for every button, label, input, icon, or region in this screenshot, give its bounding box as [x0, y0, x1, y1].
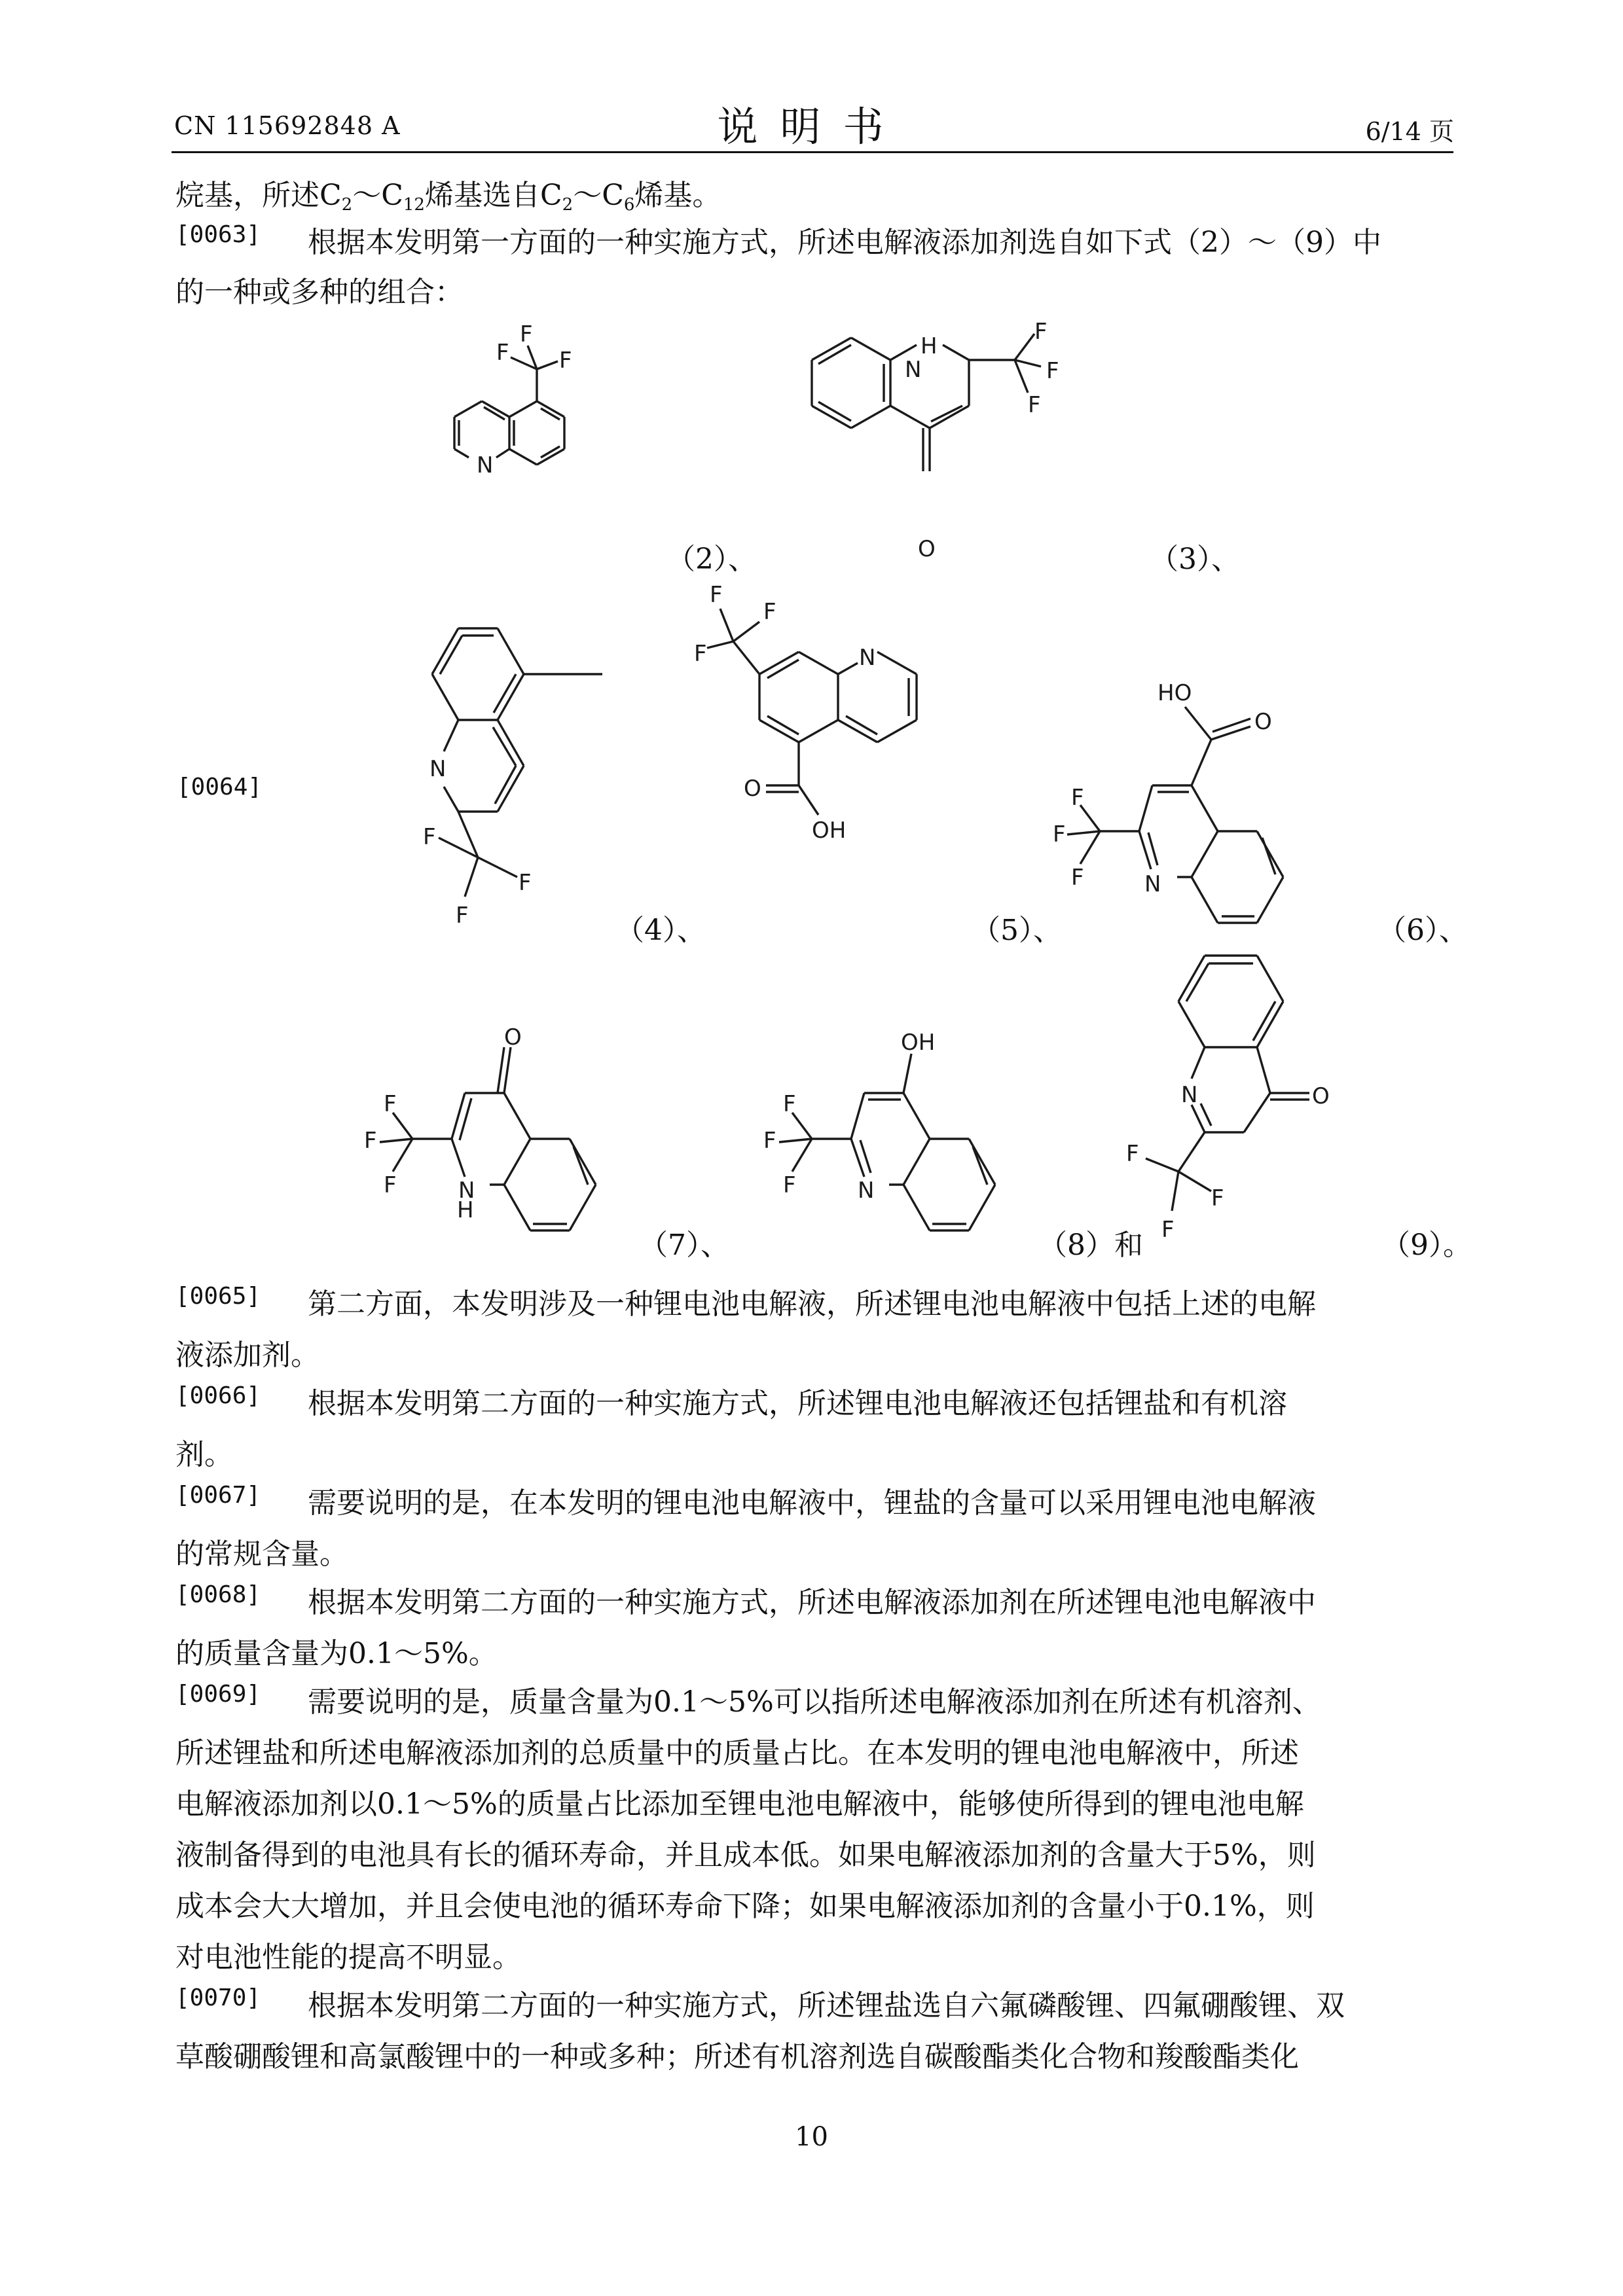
document-title: 说明书 — [717, 103, 906, 151]
paragraph-text: 需要说明的是，在本发明的锂电池电解液中，锂盐的含量可以采用锂电池电解液 — [308, 1486, 1316, 1520]
atom-label: N — [477, 452, 494, 478]
atom-label: HO — [1158, 680, 1192, 706]
atom-label: O — [918, 536, 936, 562]
paragraph-text: 所述锂盐和所述电解液添加剂的总质量中的质量占比。在本发明的锂电池电解液中，所述 — [175, 1736, 1299, 1770]
atom-label: N — [1181, 1082, 1198, 1108]
formula-label: （8）和 — [1038, 1229, 1143, 1262]
paragraph-text: 剂。 — [175, 1438, 233, 1471]
atom-label: F — [783, 1091, 796, 1117]
page-count: 6/14 页 — [1365, 117, 1454, 146]
paragraph-text: 根据本发明第二方面的一种实施方式，所述锂盐选自六氟磷酸锂、四氟硼酸锂、双 — [308, 1989, 1345, 2022]
atom-label: F — [496, 340, 509, 366]
atom-label: F — [763, 599, 776, 625]
atom-label: N — [458, 1177, 475, 1204]
atom-label: N — [429, 756, 447, 782]
page-number: 10 — [795, 2122, 828, 2152]
atom-label: F — [1161, 1217, 1175, 1243]
atom-label: OH — [812, 817, 847, 844]
atom-label: O — [504, 1024, 522, 1050]
formula-8-structure — [707, 1021, 1034, 1244]
atom-label: O — [744, 776, 761, 802]
paragraph-text: 电解液添加剂以0.1～5%的质量占比添加至锂电池电解液中，能够使所得到的锂电池电解 — [175, 1787, 1304, 1821]
patent-number: CN 115692848 A — [174, 111, 401, 140]
paragraph-text: 根据本发明第一方面的一种实施方式，所述电解液添加剂选自如下式（2）～（9）中 — [308, 226, 1381, 259]
atom-label: F — [456, 903, 469, 929]
paragraph-number: [0069] — [175, 1681, 261, 1708]
paragraph-text: 液制备得到的电池具有长的循环寿命，并且成本低。如果电解液添加剂的含量大于5%，则 — [175, 1839, 1316, 1872]
atom-label: OH — [901, 1030, 936, 1056]
atom-label: F — [1071, 865, 1084, 891]
paragraph-number: [0064] — [177, 774, 263, 800]
text-run: ～C — [573, 179, 624, 212]
atom-label: N — [1144, 871, 1161, 897]
paragraph-text: 根据本发明第二方面的一种实施方式，所述锂电池电解液还包括锂盐和有机溶 — [308, 1387, 1287, 1420]
paragraph-text: 需要说明的是，质量含量为0.1～5%可以指所述电解液添加剂在所述有机溶剂、 — [308, 1685, 1321, 1719]
paragraph-number: [0067] — [175, 1482, 261, 1509]
text-run: 烯基选自C — [424, 179, 562, 212]
paragraph-number: [0065] — [175, 1283, 261, 1310]
atom-label: F — [423, 824, 436, 850]
atom-label: F — [520, 321, 533, 348]
formula-4-structure — [367, 609, 642, 936]
atom-label: F — [783, 1172, 796, 1198]
paragraph-number: [0063] — [175, 221, 261, 248]
paragraph-text: 的一种或多种的组合： — [175, 276, 464, 309]
subscript: 2 — [562, 195, 574, 215]
atom-label: F — [763, 1128, 776, 1154]
paragraph-text: 对电池性能的提高不明显。 — [175, 1941, 521, 1974]
atom-label: F — [384, 1091, 397, 1117]
paragraph-text: 的质量含量为0.1～5%。 — [175, 1637, 498, 1670]
formula-label: （4）、 — [615, 914, 706, 947]
formula-label: （3）、 — [1150, 543, 1240, 576]
atom-label: F — [1071, 785, 1084, 811]
paragraph-text: 的常规含量。 — [175, 1537, 348, 1571]
formula-3-structure — [753, 308, 1133, 583]
paragraph-text: 根据本发明第二方面的一种实施方式，所述电解液添加剂在所述锂电池电解液中 — [308, 1586, 1316, 1619]
formula-label: （6）、 — [1377, 914, 1468, 947]
atom-label: O — [1254, 709, 1272, 735]
paragraph-text: 成本会大大增加，并且会使电池的循环寿命下降；如果电解液添加剂的含量小于0.1%，则 — [175, 1890, 1315, 1923]
paragraph-text: 第二方面，本发明涉及一种锂电池电解液，所述锂电池电解液中包括上述的电解 — [308, 1287, 1316, 1321]
formula-label: （2）、 — [666, 543, 757, 576]
text-run: 烯基。 — [634, 179, 721, 212]
atom-label: N — [859, 645, 876, 671]
formula-6-structure — [1041, 661, 1368, 936]
atom-label: F — [384, 1172, 397, 1198]
paragraph-number: [0070] — [175, 1984, 261, 2011]
text-run: 烷基，所述C — [175, 179, 342, 212]
paragraph-number: [0066] — [175, 1382, 261, 1409]
atom-label: F — [1034, 319, 1048, 345]
formula-label: （7）、 — [639, 1229, 729, 1262]
atom-label: F — [1046, 358, 1059, 384]
formula-label: （9）。 — [1381, 1229, 1472, 1262]
paragraph-text: 液添加剂。 — [175, 1338, 319, 1372]
atom-label: H — [921, 333, 938, 359]
formula-5-structure — [681, 569, 976, 942]
atom-label: F — [519, 870, 532, 896]
atom-label: F — [1028, 392, 1041, 418]
formula-label: （5）、 — [972, 914, 1062, 947]
formula-7-structure — [308, 1021, 635, 1244]
subscript: 2 — [341, 195, 353, 215]
atom-label: F — [1211, 1185, 1224, 1211]
formula-9-structure — [1100, 936, 1401, 1250]
subscript: 6 — [623, 195, 635, 215]
intro-line — [175, 171, 721, 215]
text-run: ～C — [352, 179, 403, 212]
formula-2-structure — [419, 314, 615, 550]
atom-label: H — [457, 1197, 474, 1223]
header-divider — [172, 151, 1453, 153]
atom-label: F — [710, 582, 723, 608]
atom-label: N — [905, 357, 922, 383]
atom-label: F — [364, 1128, 377, 1154]
atom-label: F — [1053, 821, 1066, 848]
atom-label: O — [1312, 1083, 1330, 1109]
atom-label: F — [559, 348, 572, 374]
atom-label: N — [858, 1177, 875, 1204]
atom-label: F — [1126, 1141, 1139, 1167]
paragraph-text: 草酸硼酸锂和高氯酸锂中的一种或多种；所述有机溶剂选自碳酸酯类化合物和羧酸酯类化 — [175, 2040, 1299, 2073]
atom-label: F — [694, 641, 707, 667]
subscript: 12 — [403, 195, 425, 215]
paragraph-number: [0068] — [175, 1581, 261, 1608]
